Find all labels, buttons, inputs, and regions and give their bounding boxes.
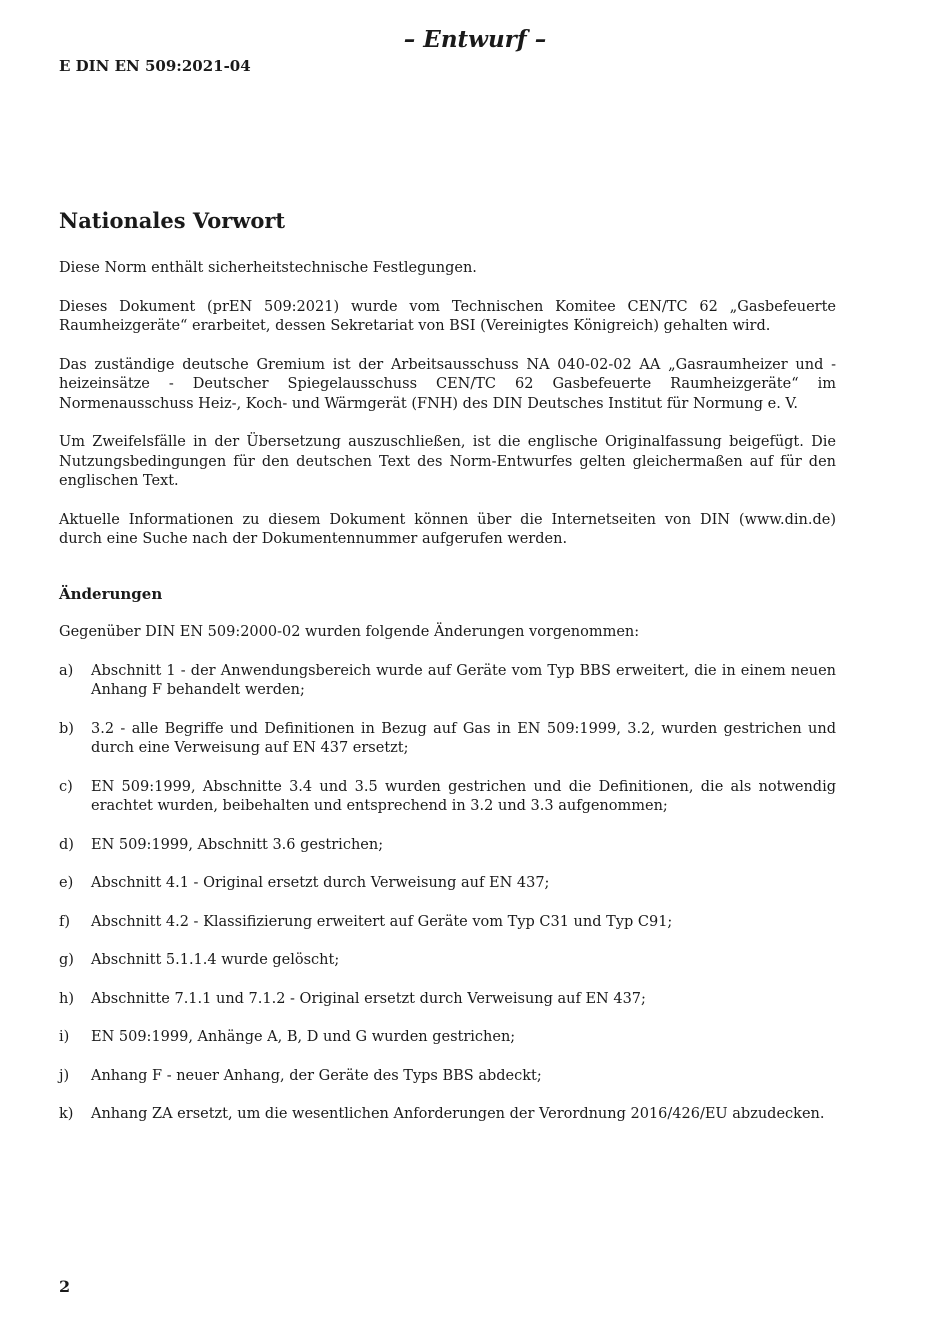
list-item-text: Abschnitt 1 - der Anwendungsbereich wurde auf Geräte vom Typ BBS erweitert, die in einem neuen Anhang F behandelt werden; [91,662,836,698]
paragraph: Diese Norm enthält sicherheitstechnische Festlegungen. [59,260,477,276]
section-title: Nationales Vorwort [59,208,286,233]
list-item-label: c) [59,778,73,795]
changes-heading: Änderungen [59,584,163,603]
list-item-label: e) [59,875,74,891]
list-item-label: i) [59,1029,70,1045]
draft-label: – Entwurf – [403,26,547,53]
list-item-text: Abschnitt 5.1.1.4 wurde gelöscht; [91,952,340,968]
list-item [59,1028,836,1048]
list-item-label: d) [59,836,74,853]
list-item-label: j) [59,1067,70,1084]
list-item-text: Abschnitt 4.2 - Klassifizierung erweitert auf Geräte vom Typ C31 und Typ C91; [91,913,673,930]
list-item-label: f) [59,913,71,930]
list-item [59,662,836,701]
list-item-text: Abschnitte 7.1.1 und 7.1.2 - Original ersetzt durch Verweisung auf EN 437; [91,990,646,1007]
changes-list [59,662,836,1125]
list-item-label: b) [59,720,74,737]
list-item-label: a) [59,662,74,679]
list-item-label: g) [59,952,74,968]
list-item [59,913,836,933]
list-item [59,874,836,894]
document-id: E DIN EN 509:2021-04 [59,57,251,75]
changes-intro: Gegenüber DIN EN 509:2000-02 wurden folgende Änderungen vorgenommen: [59,624,640,640]
list-item [59,836,836,856]
list-item-label: h) [59,990,74,1007]
list-item-text: Abschnitt 4.1 - Original ersetzt durch Verweisung auf EN 437; [91,875,550,891]
document-body [59,259,836,1144]
list-item [59,720,836,759]
list-item-text: EN 509:1999, Abschnitt 3.6 gestrichen; [91,836,384,853]
list-item-text: Anhang ZA ersetzt, um die wesentlichen Anforderungen der Verordnung 2016/426/EU abzudecken. [91,1106,825,1122]
page-number: 2 [59,1277,71,1296]
list-item-text: EN 509:1999, Anhänge A, B, D und G wurden gestrichen; [91,1029,516,1045]
list-item-label: k) [59,1106,74,1122]
list-item-text: Anhang F - neuer Anhang, der Geräte des Typs BBS abdeckt; [91,1067,542,1084]
list-item-text: 3.2 - alle Begriffe und Definitionen in Bezug auf Gas in EN 509:1999, 3.2, wurden gestrichen und durch eine Verweisung auf EN 437 ersetzt; [91,720,836,756]
paragraph: Das zuständige deutsche Gremium ist der Arbeitsausschuss NA 040-02-02 AA „Gasraumheizer und -heizeinsätze - Deutscher Spiegelausschuss CEN/TC 62 Gasbefeuerte Raumheizgeräte“ im Normenausschuss Heiz-, Koch- und Wärmgerät (FNH) des DIN Deutsches Institut für Normung e. V. [59,356,836,412]
paragraph: Dieses Dokument (prEN 509:2021) wurde vom Technischen Komitee CEN/TC 62 „Gasbefeuerte Raumheizgeräte“ erarbeitet, dessen Sekretariat von BSI (Vereinigtes Königreich) gehalten wird. [59,298,836,334]
list-item-text: EN 509:1999, Abschnitte 3.4 und 3.5 wurden gestrichen und die Definitionen, die als notwendig erachtet wurden, beibehalten und entsprechend in 3.2 und 3.3 aufgenommen; [91,778,836,814]
list-item [59,990,836,1010]
list-item [59,1105,836,1125]
list-item [59,951,836,971]
list-item [59,1067,836,1087]
paragraph: Um Zweifelsfälle in der Übersetzung auszuschließen, ist die englische Originalfassung beigefügt. Die Nutzungsbedingungen für den deutschen Text des Norm-Entwurfes gelten gleichermaßen auf für den englischen Text. [59,434,836,489]
paragraph: Aktuelle Informationen zu diesem Dokument können über die Internetseiten von DIN (www.din.de) durch eine Suche nach der Dokumentennummer aufgerufen werden. [59,511,836,547]
list-item [59,778,836,817]
